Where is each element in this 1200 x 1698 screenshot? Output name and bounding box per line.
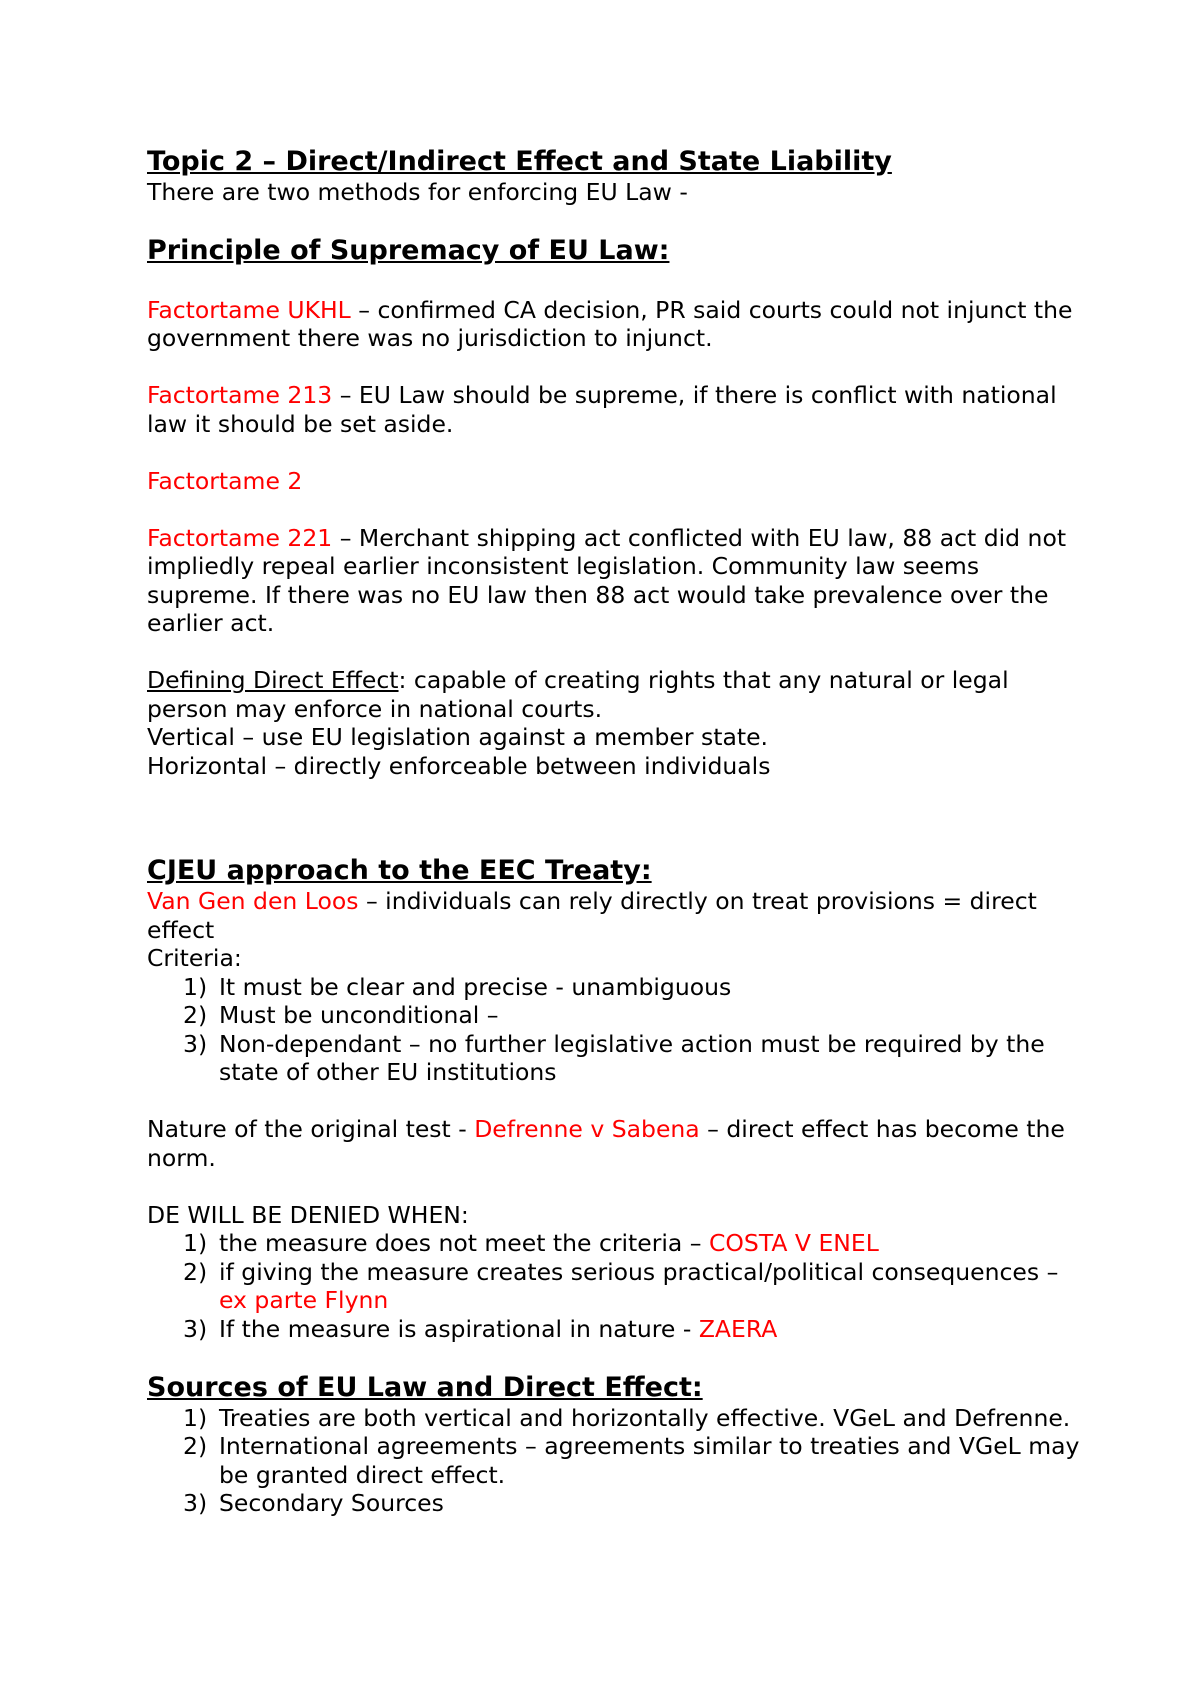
sources-list	[147, 1404, 1087, 1518]
list-text: Non-dependant – no further legislative action must be required by the state of other EU institutions	[219, 1029, 1045, 1086]
list-number: 3)	[183, 1489, 208, 1517]
list-text: International agreements – agreements similar to treaties and VGeL may be granted direct effect.	[219, 1432, 1080, 1489]
list-number: 3)	[183, 1029, 208, 1058]
defining-label: Defining Direct Effect	[147, 666, 399, 694]
case-paragraph	[147, 296, 1087, 353]
document-title: Topic 2 – Direct/Indirect Effect and State Liability	[147, 146, 892, 177]
list-item	[147, 1315, 1087, 1344]
list-item	[147, 1489, 1087, 1518]
case-text: – Merchant shipping act conflicted with EU law, 88 act did not impliedly repeal earlier inconsistent legislation. Community law seems supreme. If there was no EU law then 88 act would take prevalence over the earlier act.	[147, 523, 1067, 637]
list-number: 3)	[183, 1314, 208, 1343]
list-item	[147, 1432, 1087, 1489]
list-item	[147, 1258, 1087, 1315]
supremacy-heading: Principle of Supremacy of EU Law:	[147, 235, 670, 266]
document-page	[147, 146, 1087, 1518]
case-name: COSTA V ENEL	[709, 1229, 879, 1257]
nature-prefix: Nature of the original test -	[147, 1115, 475, 1143]
list-text: It must be clear and precise - unambiguous	[219, 972, 732, 1001]
list-item	[147, 1229, 1087, 1258]
sources-heading: Sources of EU Law and Direct Effect:	[147, 1371, 703, 1403]
case-name: Factortame 213	[147, 381, 333, 409]
list-text: Must be unconditional –	[219, 1001, 499, 1029]
defining-direct-effect	[147, 666, 1087, 723]
case-name: ex parte Flynn	[219, 1286, 389, 1314]
nature-suffix: – direct effect has become the norm.	[147, 1115, 1065, 1172]
list-number: 2)	[183, 1432, 208, 1460]
vertical-text: Vertical – use EU legislation against a member state.	[147, 723, 769, 751]
case-text: – individuals can rely directly on treat provisions = direct effect	[147, 887, 1037, 944]
intro-text: There are two methods for enforcing EU Law -	[147, 178, 688, 206]
list-text: the measure does not meet the criteria –	[219, 1229, 710, 1257]
horizontal-text: Horizontal – directly enforceable between individuals	[147, 751, 771, 780]
list-item	[147, 1001, 1087, 1030]
case-name: Factortame 221	[147, 523, 333, 552]
list-text: If the measure is aspirational in nature -	[219, 1314, 699, 1343]
case-paragraph	[147, 381, 1087, 438]
case-text: – EU Law should be supreme, if there is conflict with national law it should be set aside.	[147, 381, 1057, 438]
case-name: ZAERA	[698, 1314, 778, 1343]
denied-list	[147, 1229, 1087, 1343]
denied-label: DE WILL BE DENIED WHEN:	[147, 1200, 469, 1229]
list-number: 1)	[183, 1403, 208, 1432]
list-text: Treaties are both vertical and horizontally effective. VGeL and Defrenne.	[219, 1403, 1071, 1432]
case-name: Van Gen den Loos	[147, 887, 359, 915]
list-number: 1)	[183, 1229, 208, 1257]
case-paragraph	[147, 524, 1087, 638]
case-name: Factortame UKHL	[147, 295, 351, 324]
list-item	[147, 973, 1087, 1002]
criteria-label: Criteria:	[147, 944, 242, 972]
cjeu-heading: CJEU approach to the EEC Treaty:	[147, 855, 652, 886]
cjeu-case-paragraph	[147, 887, 1087, 944]
case-name: Defrenne v Sabena	[474, 1115, 700, 1143]
defining-text: : capable of creating rights that any natural or legal person may enforce in national courts.	[147, 666, 1009, 723]
list-number: 2)	[183, 1257, 208, 1286]
case-text: – confirmed CA decision, PR said courts could not injunct the government there was no jurisdiction to injunct.	[147, 295, 1073, 352]
case-paragraph	[147, 467, 1087, 496]
nature-paragraph	[147, 1115, 1087, 1172]
list-number: 2)	[183, 1001, 208, 1029]
criteria-list	[147, 973, 1087, 1087]
list-item	[147, 1404, 1087, 1433]
list-item	[147, 1030, 1087, 1087]
list-text: if giving the measure creates serious practical/political consequences –	[219, 1257, 1059, 1286]
case-name: Factortame 2	[147, 466, 303, 495]
list-number: 1)	[183, 972, 208, 1001]
list-text: Secondary Sources	[219, 1489, 444, 1517]
